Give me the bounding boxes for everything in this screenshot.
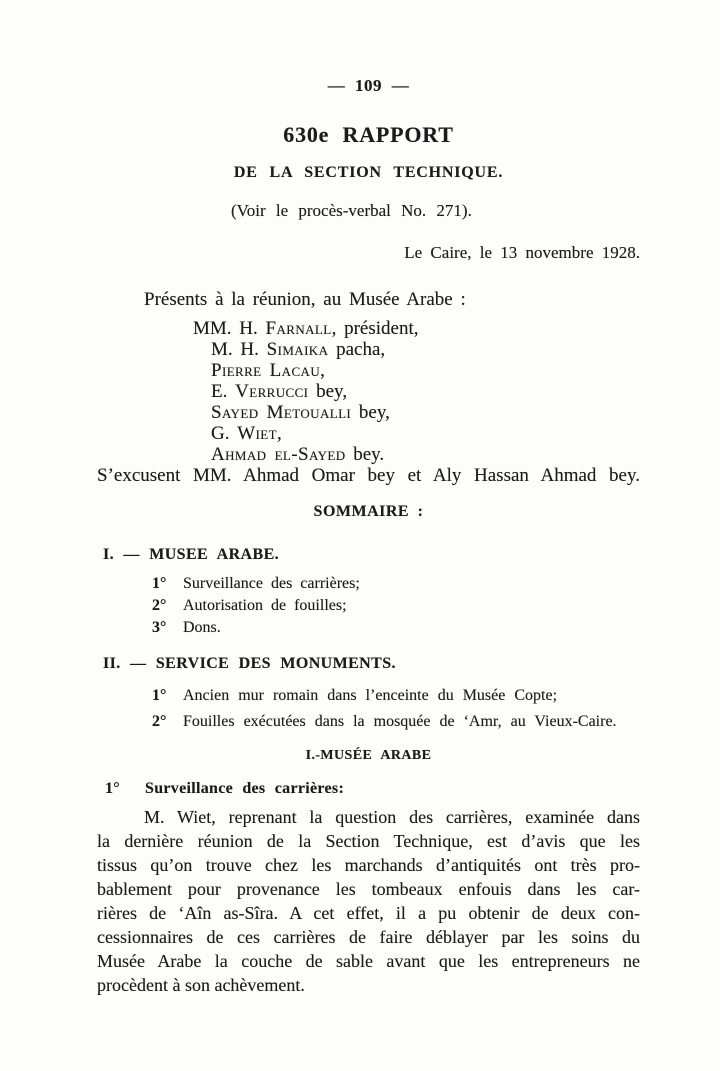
toc-item-text: Ancien mur romain dans l’enceinte du Musée Copte; — [183, 687, 558, 704]
attendee-line — [211, 402, 640, 423]
attendee-line — [193, 318, 640, 339]
toc-section-1-heading: I. — MUSEE ARABE. — [103, 546, 280, 563]
toc-item — [152, 595, 640, 617]
attendee-line — [211, 360, 640, 381]
attendee-name: Verrucci — [235, 381, 309, 402]
toc-item-number: 2° — [152, 597, 167, 614]
body-paragraph — [97, 805, 640, 997]
report-title: 630e RAPPORT — [283, 122, 454, 147]
excused-members-line: S’excusent MM. Ahmad Omar bey et Aly Hassan Ahmad bey. — [97, 465, 640, 486]
page-content — [97, 76, 640, 997]
attendee-prefix: G. — [211, 423, 238, 444]
toc-item-number: 1° — [152, 687, 167, 704]
attendee-name: Simaika — [266, 339, 329, 360]
sub-heading-text: Surveillance des carrières: — [145, 780, 345, 797]
dateline: Le Caire, le 13 novembre 1928. — [404, 243, 640, 262]
attendee-name: Sayed Metoualli — [211, 402, 352, 423]
toc-item-text: Fouilles exécutées dans la mosquée de ‘Amr, au Vieux-Caire. — [183, 713, 617, 730]
toc-item-number: 2° — [152, 713, 167, 730]
sub-heading-number: 1° — [105, 780, 120, 797]
attendee-suffix: , président, — [331, 318, 419, 339]
toc-item-text: Dons. — [183, 619, 221, 636]
paragraph-line: M. Wiet, reprenant la question des carrières, examinée dans — [144, 807, 640, 827]
paragraph-line: procèdent à son achèvement. — [97, 975, 305, 995]
body-sub-heading — [105, 780, 640, 798]
attendee-suffix: bey, — [308, 381, 348, 402]
attendee-suffix: , — [320, 360, 325, 381]
page-number: — 109 — — [327, 76, 410, 95]
attendee-line — [211, 339, 640, 360]
attendee-name: Ahmad el-Sayed — [211, 444, 346, 465]
body-section-heading: I.-MUSÉE ARABE — [305, 748, 432, 763]
toc-item-number: 3° — [152, 619, 167, 636]
toc-item-text: Autorisation de fouilles; — [183, 597, 347, 614]
attendee-prefix: M. H. — [211, 339, 267, 360]
toc-section-2-heading: II. — SERVICE DES MONUMENTS. — [103, 655, 396, 672]
attendee-suffix: pacha, — [328, 339, 386, 360]
presents-line: Présents à la réunion, au Musée Arabe : — [144, 289, 466, 310]
attendee-suffix: bey, — [351, 402, 390, 423]
proces-verbal-reference: (Voir le procès-verbal No. 271). — [231, 201, 472, 220]
attendee-name: Wiet — [237, 423, 277, 444]
attendee-name: Farnall — [265, 318, 332, 339]
toc-item-text: Surveillance des carrières; — [183, 575, 360, 592]
paragraph-line: la dernière réunion de la Section Technique, est d’avis que les — [97, 831, 640, 851]
toc-item — [152, 617, 640, 639]
paragraph-line: cessionnaires de ces carrières de faire déblayer par les soins du — [97, 927, 640, 947]
attendee-suffix: bey. — [345, 444, 385, 465]
sommaire-title: SOMMAIRE : — [313, 503, 424, 520]
attendee-line — [211, 381, 640, 402]
attendee-name: Pierre Lacau — [211, 360, 321, 381]
paragraph-line: tissus qu’on trouve chez les marchands d’antiquités ont très pro- — [97, 855, 640, 875]
toc-item — [152, 683, 640, 709]
toc-section-2-items — [97, 683, 640, 735]
toc-section-1-items — [97, 573, 640, 639]
toc-item — [152, 573, 640, 595]
report-subtitle: DE LA SECTION TECHNIQUE. — [233, 164, 504, 181]
attendee-prefix: MM. H. — [193, 318, 266, 339]
paragraph-line: Musée Arabe la couche de sable avant que les entrepreneurs ne — [97, 951, 640, 971]
toc-item-number: 1° — [152, 575, 167, 592]
attendees-list — [97, 318, 640, 465]
attendee-suffix: , — [276, 423, 282, 444]
attendee-prefix: E. — [211, 381, 236, 402]
attendee-line — [211, 444, 640, 465]
paragraph-line: bablement pour provenance les tombeaux enfouis dans les car- — [97, 879, 640, 899]
toc-item — [152, 709, 640, 735]
attendee-line — [211, 423, 640, 444]
paragraph-line: rières de ‘Aîn as-Sîra. A cet effet, il a pu obtenir de deux con- — [97, 903, 640, 923]
